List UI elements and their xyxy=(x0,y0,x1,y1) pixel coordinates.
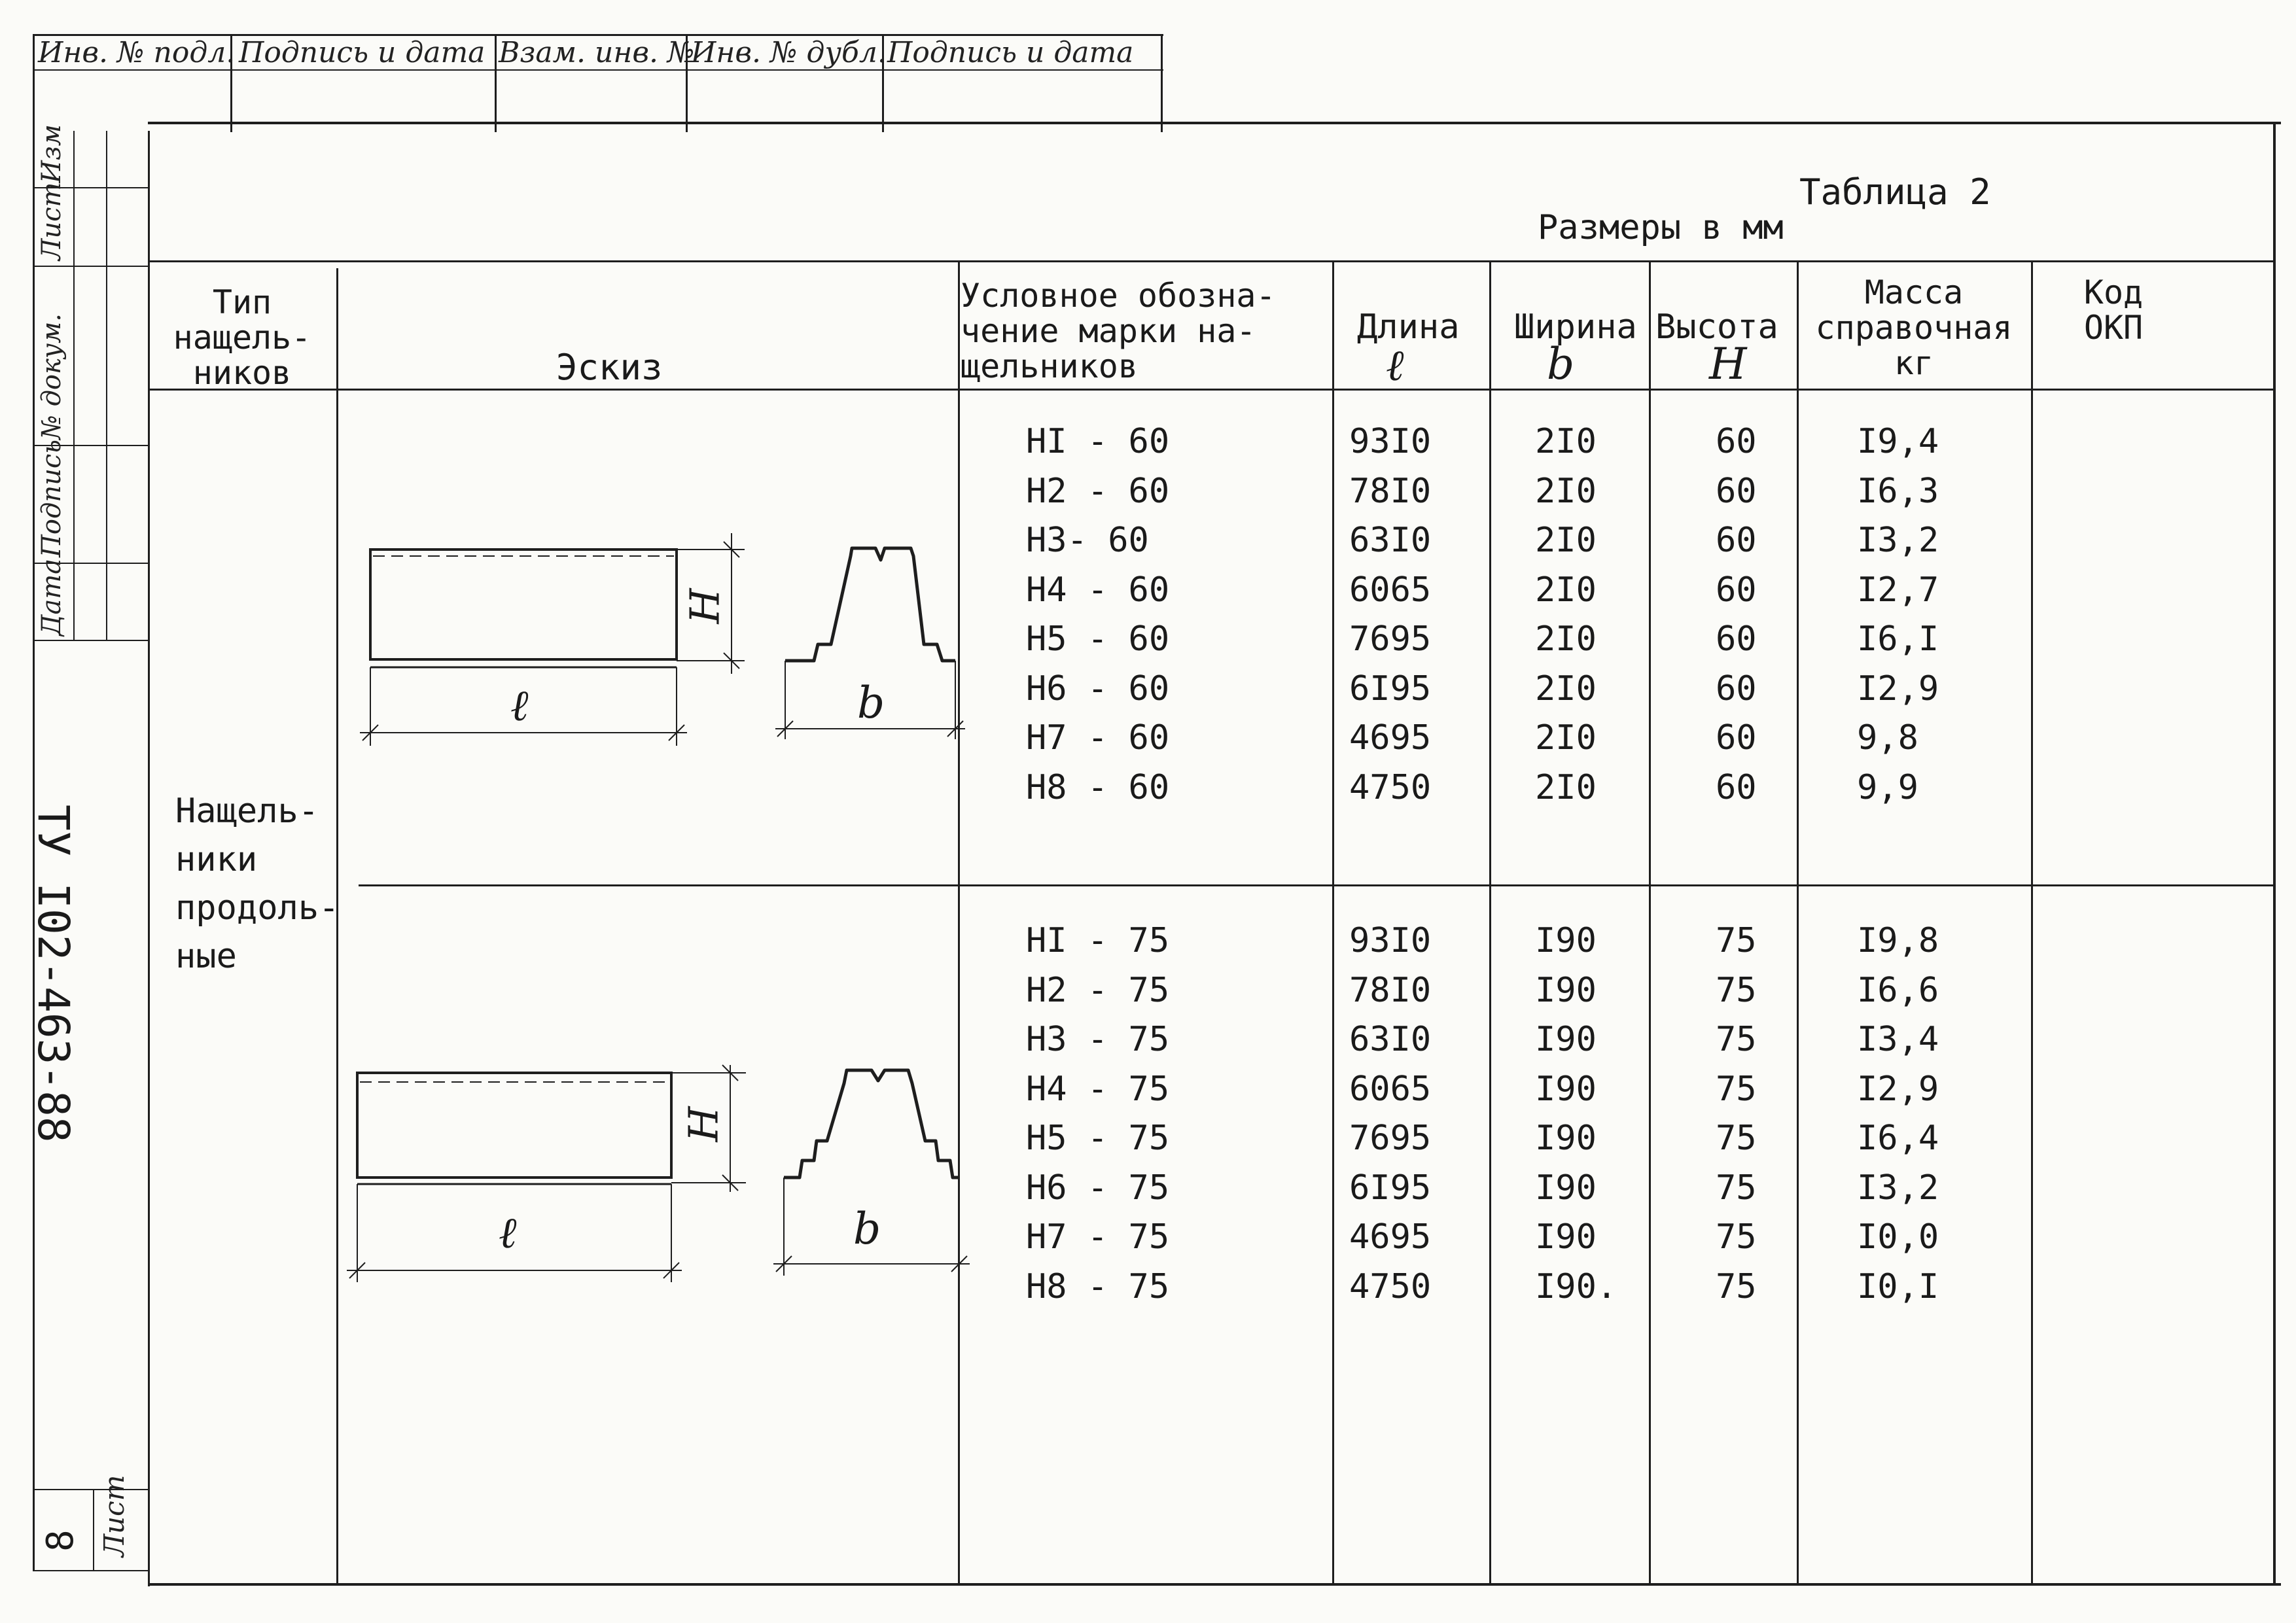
cell-width: I90 xyxy=(1535,1168,1597,1208)
cell-height: 75 xyxy=(1716,1266,1757,1306)
stamp-header-inv-dup: Инв. № дубл. xyxy=(691,36,887,69)
document-code: ТУ I02-463-88 xyxy=(28,805,79,1143)
sketch-60-b-label: b xyxy=(857,678,885,728)
cell-width: 2I0 xyxy=(1535,620,1597,659)
cell-designation: H3 - 75 xyxy=(1026,1020,1170,1059)
cell-mass: 9,9 xyxy=(1857,767,1918,807)
cell-mass: I2,9 xyxy=(1857,669,1939,708)
cell-width: I90 xyxy=(1535,1119,1597,1158)
cell-mass: I3,2 xyxy=(1857,1168,1939,1208)
cell-width: 2I0 xyxy=(1535,669,1597,708)
cell-width: I90. xyxy=(1535,1266,1617,1306)
cell-height: 75 xyxy=(1716,1119,1757,1158)
cell-designation: H7 - 60 xyxy=(1026,718,1170,758)
cell-length: 6065 xyxy=(1349,1069,1432,1109)
cell-mass: I2,7 xyxy=(1857,570,1939,610)
type-label-line-3: продоль- xyxy=(175,888,340,928)
header-width-symbol: b xyxy=(1547,339,1575,389)
cell-length: 93I0 xyxy=(1349,422,1432,461)
cell-width: I90 xyxy=(1535,1020,1597,1059)
cell-designation: H6 - 60 xyxy=(1026,669,1170,708)
cell-designation: H2 - 60 xyxy=(1026,471,1170,511)
cell-height: 75 xyxy=(1716,970,1757,1010)
cell-height: 75 xyxy=(1716,1217,1757,1257)
cell-length: 4695 xyxy=(1349,718,1432,758)
cell-height: 60 xyxy=(1716,471,1757,511)
stamp-header-sign-date: Подпись и дата xyxy=(239,36,486,69)
cell-length: 6I95 xyxy=(1349,669,1432,708)
cell-mass: I6,6 xyxy=(1857,970,1939,1010)
cell-designation: H8 - 60 xyxy=(1026,767,1170,807)
stamp-header-sign-date-2: Подпись и дата xyxy=(887,36,1134,69)
cell-height: 60 xyxy=(1716,620,1757,659)
cell-length: 7695 xyxy=(1349,620,1432,659)
cell-height: 60 xyxy=(1716,767,1757,807)
sketch-60-l-label: ℓ xyxy=(510,680,529,731)
sketch-75-l-label: ℓ xyxy=(499,1208,517,1258)
cell-length: 93I0 xyxy=(1349,921,1432,960)
cell-designation: H4 - 60 xyxy=(1026,570,1170,610)
table-caption: Таблица 2 xyxy=(1799,171,1991,213)
cell-height: 60 xyxy=(1716,669,1757,708)
cell-height: 75 xyxy=(1716,1069,1757,1109)
cell-designation: H5 - 75 xyxy=(1026,1119,1170,1158)
cell-mass: I6,3 xyxy=(1857,471,1939,511)
cell-length: 4750 xyxy=(1349,767,1432,807)
header-width: Ширина xyxy=(1514,307,1637,347)
stamp-side-sign: Подпись xyxy=(37,439,67,557)
type-label-line-4: ные xyxy=(175,937,237,976)
cell-length: 7695 xyxy=(1349,1119,1432,1158)
cell-height: 75 xyxy=(1716,1020,1757,1059)
table-units: Размеры в мм xyxy=(1538,208,1784,247)
cell-width: I90 xyxy=(1535,1069,1597,1109)
cell-mass: 9,8 xyxy=(1857,718,1918,758)
cell-mass: I9,4 xyxy=(1857,422,1939,461)
cell-height: 75 xyxy=(1716,921,1757,960)
sheet-label: Лист xyxy=(98,1475,130,1557)
cell-designation: H5 - 60 xyxy=(1026,620,1170,659)
cell-length: 6I95 xyxy=(1349,1168,1432,1208)
stamp-side-izm: Изм xyxy=(37,124,67,183)
stamp-header-inv-orig: Инв. № подл. xyxy=(38,36,236,69)
cell-designation: H2 - 75 xyxy=(1026,970,1170,1010)
cell-mass: I0,0 xyxy=(1857,1217,1939,1257)
header-type: Тип нащель-ников xyxy=(173,283,311,392)
cell-width: I90 xyxy=(1535,1217,1597,1257)
cell-mass: I3,4 xyxy=(1857,1020,1939,1059)
sketch-75-h-label: H xyxy=(679,1106,728,1142)
cell-length: 78I0 xyxy=(1349,970,1432,1010)
cell-mass: I2,9 xyxy=(1857,1069,1939,1109)
cell-mass: I9,8 xyxy=(1857,921,1939,960)
cell-width: 2I0 xyxy=(1535,767,1597,807)
stamp-side-list: Лист xyxy=(37,182,67,260)
cell-height: 75 xyxy=(1716,1168,1757,1208)
type-label-line-1: Нащель- xyxy=(175,792,319,831)
cell-height: 60 xyxy=(1716,422,1757,461)
cell-width: 2I0 xyxy=(1535,422,1597,461)
cell-designation: HI - 75 xyxy=(1026,921,1170,960)
cell-width: 2I0 xyxy=(1535,471,1597,511)
header-height: Высота xyxy=(1655,307,1778,347)
sheet-number: 8 xyxy=(39,1529,82,1552)
cell-height: 60 xyxy=(1716,521,1757,560)
sketch-60-h-label: H xyxy=(680,588,729,624)
cell-length: 4695 xyxy=(1349,1217,1432,1257)
header-okp: Код ОКП xyxy=(2083,273,2144,347)
cell-mass: I6,4 xyxy=(1857,1119,1939,1158)
cell-width: I90 xyxy=(1535,921,1597,960)
cell-designation: H6 - 75 xyxy=(1026,1168,1170,1208)
sketch-75-b-label: b xyxy=(853,1204,881,1254)
header-height-symbol: H xyxy=(1709,339,1747,389)
header-length: Длина xyxy=(1357,307,1460,347)
header-length-symbol: ℓ xyxy=(1386,340,1404,391)
header-designation: Условное обозна-чение марки на-щельников xyxy=(961,277,1276,385)
cell-designation: H7 - 75 xyxy=(1026,1217,1170,1257)
cell-width: 2I0 xyxy=(1535,718,1597,758)
cell-length: 78I0 xyxy=(1349,471,1432,511)
cell-width: 2I0 xyxy=(1535,521,1597,560)
stamp-header-replace-inv: Взам. инв. № xyxy=(499,36,695,69)
cell-width: I90 xyxy=(1535,970,1597,1010)
cell-designation: H3- 60 xyxy=(1026,521,1149,560)
cell-designation: H4 - 75 xyxy=(1026,1069,1170,1109)
cell-length: 63I0 xyxy=(1349,521,1432,560)
cell-length: 4750 xyxy=(1349,1266,1432,1306)
cell-mass: I0,I xyxy=(1857,1266,1939,1306)
header-mass: Масса справочная кг xyxy=(1815,273,2013,382)
type-label-line-2: ники xyxy=(175,840,258,879)
cell-width: 2I0 xyxy=(1535,570,1597,610)
cell-length: 6065 xyxy=(1349,570,1432,610)
cell-mass: I3,2 xyxy=(1857,521,1939,560)
header-sketch: Эскиз xyxy=(556,347,663,388)
stamp-side-date: Дата xyxy=(37,558,67,636)
cell-mass: I6,I xyxy=(1857,620,1939,659)
cell-length: 63I0 xyxy=(1349,1020,1432,1059)
cell-height: 60 xyxy=(1716,570,1757,610)
stamp-side-doc: № докум. xyxy=(37,313,67,440)
cell-designation: H8 - 75 xyxy=(1026,1266,1170,1306)
cell-height: 60 xyxy=(1716,718,1757,758)
cell-designation: HI - 60 xyxy=(1026,422,1170,461)
